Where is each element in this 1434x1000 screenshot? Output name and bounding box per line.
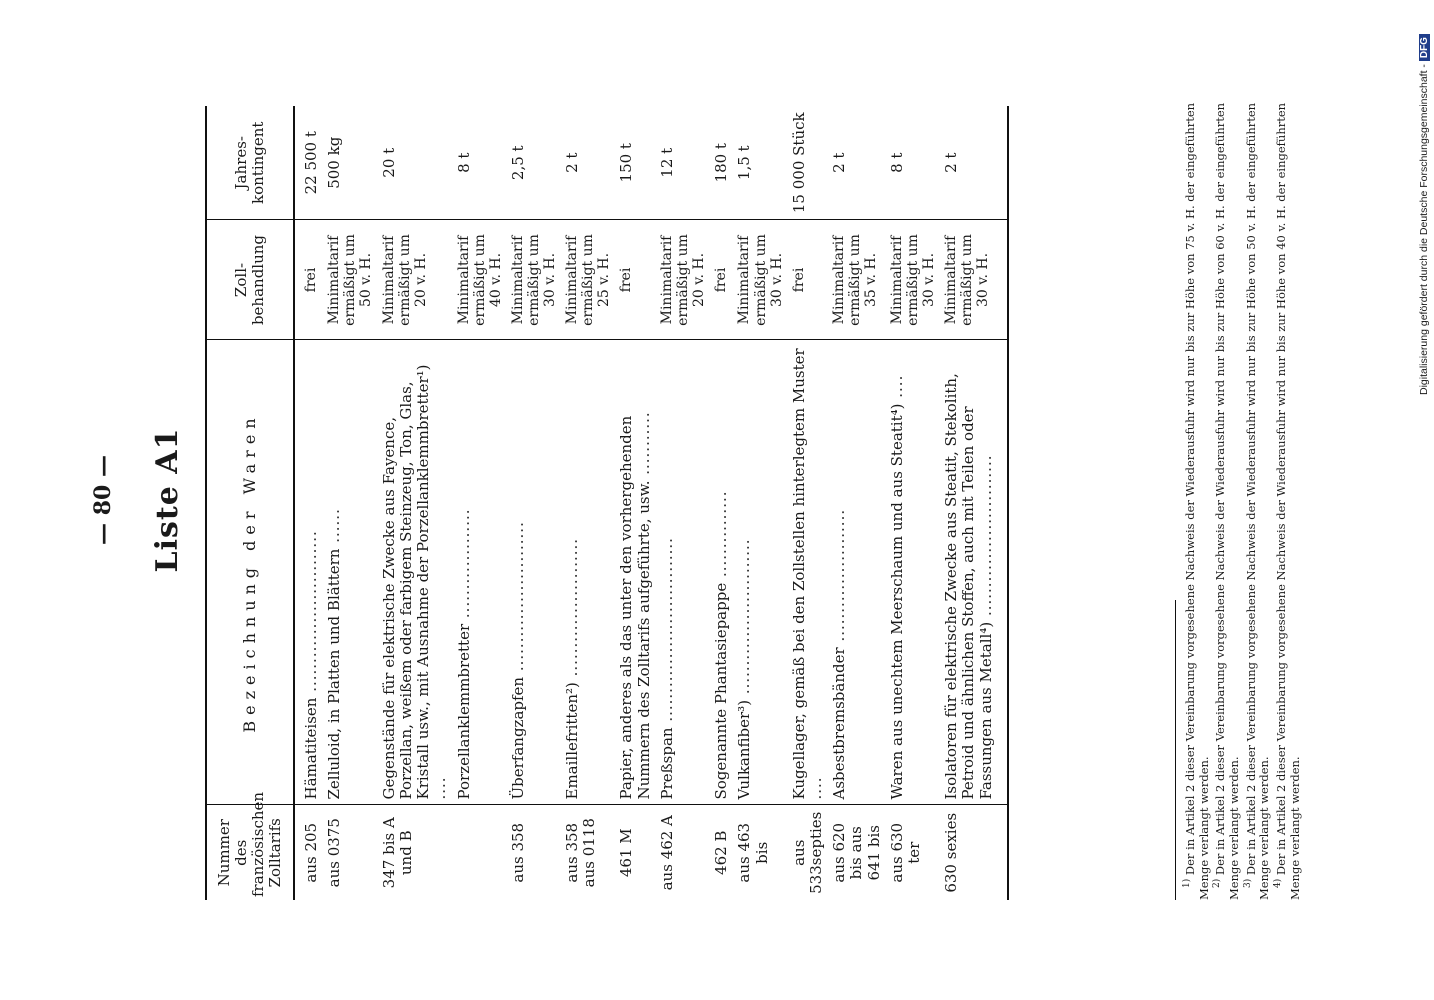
leader-dots: ................... (454, 508, 473, 624)
footnote (1212, 80, 1241, 900)
customs-treatment-cell-text: Minimaltarif ermäßigt um 35 v. H. (831, 234, 880, 326)
footnote-mark: 1) (1182, 878, 1192, 888)
customs-treatment-cell (940, 220, 1008, 340)
customs-treatment-cell-text: Minimaltarif ermäßigt um 30 v. H. (736, 234, 785, 326)
leader-dots: ............................ (976, 454, 995, 622)
leader-dots: ................................ (657, 537, 676, 728)
annual-quota-cell-text: 2,5 t (508, 145, 527, 181)
table-row (294, 106, 323, 900)
annual-quota-cell-text: 1,5 t (735, 145, 754, 181)
tariff-number-cell-text: aus 620 bis aus 641 bis (830, 822, 883, 883)
table-row (940, 106, 1008, 900)
annual-quota-cell (656, 106, 710, 220)
goods-description-cell-text: Vulkanfiber³) (735, 699, 754, 800)
annual-quota-cell-text: 22 500 t (302, 131, 320, 195)
customs-treatment-cell-text: Minimaltarif ermäßigt um 30 v. H. (943, 234, 992, 326)
digitization-credit (1418, 0, 1430, 1000)
customs-treatment-cell (788, 220, 829, 340)
leader-dots: ........................ (563, 537, 582, 683)
goods-description-cell-text: Sogenannte Phantasiepappe (712, 582, 731, 800)
customs-treatment-cell (561, 220, 615, 340)
table-row (561, 106, 615, 900)
goods-description-cell-text: Kugellager, gemäß bei den Zollstellen hinterlegtem Muster (789, 348, 808, 800)
header-tariff-number: Nummer des französischen Zolltarifs (206, 805, 294, 900)
annual-quota-cell (561, 106, 615, 220)
tariff-number-cell-text: aus 358 aus 0118 (563, 818, 599, 888)
customs-treatment-cell-text: Minimaltarif ermäßigt um 30 v. H. (509, 234, 558, 326)
footnote-list (1182, 80, 1303, 900)
goods-description-cell (940, 340, 1008, 805)
table-header-row (206, 106, 294, 900)
annual-quota-cell (378, 106, 453, 220)
leader-dots: .... (887, 374, 906, 404)
tariff-number-cell (710, 805, 733, 900)
tariff-number-cell-text: aus 205 (302, 822, 320, 883)
tariff-number-cell (453, 805, 507, 900)
goods-description-cell-text: Hämatiteisen (302, 697, 320, 800)
table-row (453, 106, 507, 900)
annual-quota-cell (828, 106, 886, 220)
annual-quota-cell-text: 12 t (657, 147, 676, 178)
footnote-text: Der in Artikel 2 dieser Vereinbarung vorgesehene Nachweis der Wiederausfuhr wird nur bis zur Höhe von 60 v. H. der eingeführten Menge verlangt werden. (1213, 102, 1242, 900)
goods-description-cell (788, 340, 829, 805)
goods-description-cell-text: Preßspan (657, 727, 676, 800)
annual-quota-cell (788, 106, 829, 220)
footnote (1243, 80, 1272, 900)
page-number: — 80 — (90, 455, 116, 545)
footnote-text: Der in Artikel 2 dieser Vereinbarung vorgesehene Nachweis der Wiederausfuhr wird nur bis zur Höhe von 50 v. H. der eingeführten Menge verlangt werden. (1243, 102, 1272, 900)
customs-treatment-cell-text: frei (790, 267, 807, 293)
annual-quota-cell-text: 15 000 Stück (789, 112, 808, 214)
goods-description-cell (656, 340, 710, 805)
goods-description-cell (561, 340, 615, 805)
tariff-number-cell-text: aus 463 bis (735, 822, 771, 883)
goods-description-cell (615, 340, 656, 805)
customs-treatment-cell (323, 220, 377, 340)
annual-quota-cell-text: 500 kg (325, 136, 344, 189)
customs-treatment-cell (710, 220, 733, 340)
goods-description-cell (733, 340, 787, 805)
customs-treatment-cell-text: frei (713, 267, 730, 293)
tariff-number-cell (615, 805, 656, 900)
tariff-number-cell-text: aus 358 (508, 822, 527, 883)
table-row (886, 106, 940, 900)
customs-treatment-cell (378, 220, 453, 340)
leader-dots: .... (806, 776, 825, 800)
footnote-mark: 2) (1212, 878, 1223, 888)
tariff-number-cell-text: aus 0375 (325, 818, 344, 888)
tariff-number-cell (294, 805, 323, 900)
tariff-number-cell (733, 805, 787, 900)
credit-text: Digitalisierung gefördert durch die Deutsche Forschungsgemeinschaft - (1418, 64, 1430, 395)
table-row (656, 106, 710, 900)
tariff-number-cell-text: aus 630 ter (887, 822, 924, 883)
customs-treatment-cell (507, 220, 561, 340)
goods-description-cell (378, 340, 453, 805)
annual-quota-cell (886, 106, 940, 220)
footnotes (1175, 80, 1304, 900)
tariff-number-cell-text: 347 bis A und B (379, 817, 415, 889)
goods-description-cell-text: Überfangzapfen (508, 676, 527, 800)
tariff-number-cell (323, 805, 377, 900)
footnote (1273, 80, 1302, 900)
header-customs-treatment: Zoll-behandlung (206, 220, 294, 340)
goods-description-cell-text: Waren aus unechtem Meerschaum und aus Steatit⁴) (887, 403, 906, 800)
customs-treatment-cell-text: Minimaltarif ermäßigt um 25 v. H. (564, 234, 613, 326)
tariff-number-cell (507, 805, 561, 900)
tariff-number-cell-text: aus 462 A (657, 815, 676, 891)
customs-treatment-cell (886, 220, 940, 340)
table-row (615, 106, 656, 900)
goods-description-cell (886, 340, 940, 805)
table-row (733, 106, 787, 900)
annual-quota-cell (733, 106, 787, 220)
footnote-rule (1175, 600, 1176, 900)
leader-dots: ....................... (830, 508, 849, 648)
goods-description-cell (828, 340, 886, 805)
customs-treatment-cell-text: Minimaltarif ermäßigt um 30 v. H. (888, 234, 938, 326)
goods-description-cell-text: Asbestbremsbänder (830, 647, 849, 800)
leader-dots: .... (431, 776, 450, 800)
tariff-number-cell (788, 805, 829, 900)
leader-dots: ...... (325, 508, 344, 549)
leader-dots: ........................... (735, 538, 754, 700)
tariff-number-cell (940, 805, 1008, 900)
annual-quota-cell-text: 180 t (712, 143, 731, 183)
tariff-number-cell (561, 805, 615, 900)
customs-treatment-cell-text: Minimaltarif ermäßigt um 20 v. H. (380, 234, 429, 326)
customs-treatment-cell-text: Minimaltarif ermäßigt um 20 v. H. (658, 234, 708, 326)
tariff-number-cell-text: 630 sexies (942, 812, 961, 893)
table-row (710, 106, 733, 900)
customs-treatment-cell-text: Minimaltarif ermäßigt um 50 v. H. (326, 234, 375, 326)
goods-description-cell-text: Zelluloid, in Platten und Blättern (325, 548, 344, 800)
annual-quota-cell-text: 8 t (454, 152, 473, 173)
tariff-number-cell (656, 805, 710, 900)
annual-quota-cell-text: 8 t (887, 152, 906, 173)
goods-description-cell (453, 340, 507, 805)
table-body (294, 106, 1008, 900)
customs-treatment-cell-text: Minimaltarif ermäßigt um 40 v. H. (455, 234, 504, 326)
footnote-text: Der in Artikel 2 dieser Vereinbarung vorgesehene Nachweis der Wiederausfuhr wird nur bis zur Höhe von 40 v. H. der eingeführten Menge verlangt werden. (1274, 102, 1302, 900)
goods-description-cell-text: Papier, anderes als das unter den vorhergehenden Nummern des Zolltarifs aufgeführte, usw. (617, 415, 653, 800)
annual-quota-cell-text: 150 t (617, 143, 636, 183)
table-row (788, 106, 829, 900)
leader-dots: ........... (634, 411, 653, 481)
customs-treatment-cell (828, 220, 886, 340)
leader-dots: ............................ (302, 530, 320, 698)
leader-dots: ............... (712, 490, 731, 583)
annual-quota-cell-text: 2 t (942, 152, 961, 173)
annual-quota-cell (615, 106, 656, 220)
leader-dots: .......................... (508, 521, 527, 677)
table-row (378, 106, 453, 900)
footnote (1182, 80, 1211, 900)
header-annual-quota: Jahres-kontingent (206, 106, 294, 220)
goods-description-cell-text: Porzellanklemmbretter (454, 623, 473, 800)
footnote-mark: 3) (1242, 878, 1253, 888)
table-row (323, 106, 377, 900)
goods-description-cell-text: Gegenstände für elektrische Zwecke aus Fayence, Porzellan, weißem oder farbigem Steinzeug, Ton, Glas, Kristall usw., mit Ausnahme der Porzellanklemmbretter¹) (379, 364, 433, 800)
customs-treatment-cell (733, 220, 787, 340)
annual-quota-cell (294, 106, 323, 220)
customs-treatment-cell (294, 220, 323, 340)
tariff-number-cell (378, 805, 453, 900)
customs-treatment-cell (615, 220, 656, 340)
annual-quota-cell (453, 106, 507, 220)
annual-quota-cell (710, 106, 733, 220)
tariff-number-cell-text: aus 533septies (789, 811, 825, 894)
tariff-number-cell-text: 461 M (617, 828, 636, 878)
footnote-text: Der in Artikel 2 dieser Vereinbarung vorgesehene Nachweis der Wiederausfuhr wird nur bis zur Höhe von 75 v. H. der eingeführten Menge verlangt werden. (1182, 102, 1211, 900)
tariff-number-cell (886, 805, 940, 900)
tariff-number-cell-text: 462 B (712, 830, 731, 875)
table-row (828, 106, 886, 900)
customs-treatment-cell (656, 220, 710, 340)
tariff-number-cell (828, 805, 886, 900)
goods-description-cell-text: Emaillefritten²) (563, 682, 582, 800)
annual-quota-cell (940, 106, 1008, 220)
goods-description-cell (294, 340, 323, 805)
annual-quota-cell-text: 2 t (563, 152, 582, 173)
goods-description-cell (507, 340, 561, 805)
dfg-logo: DFG (1419, 34, 1430, 61)
annual-quota-cell-text: 2 t (830, 152, 849, 173)
table-row (507, 106, 561, 900)
goods-description-cell (323, 340, 377, 805)
tariff-table (205, 106, 1009, 900)
annual-quota-cell (323, 106, 377, 220)
customs-treatment-cell-text: frei (303, 267, 319, 293)
customs-treatment-cell (453, 220, 507, 340)
goods-description-cell (710, 340, 733, 805)
annual-quota-cell-text: 20 t (379, 147, 398, 178)
annual-quota-cell (507, 106, 561, 220)
header-goods-description: Bezeichnung der Waren (206, 340, 294, 805)
goods-description-cell-text: Isolatoren für elektrische Zwecke aus Steatit, Stekolith, Petroid und ähnlichen Stoffen, auch mit Teilen oder Fassungen aus Metall⁴) (942, 373, 995, 800)
footnote-mark: 4) (1273, 878, 1284, 888)
list-title: Liste A1 (150, 427, 185, 573)
customs-treatment-cell-text: frei (618, 267, 635, 293)
